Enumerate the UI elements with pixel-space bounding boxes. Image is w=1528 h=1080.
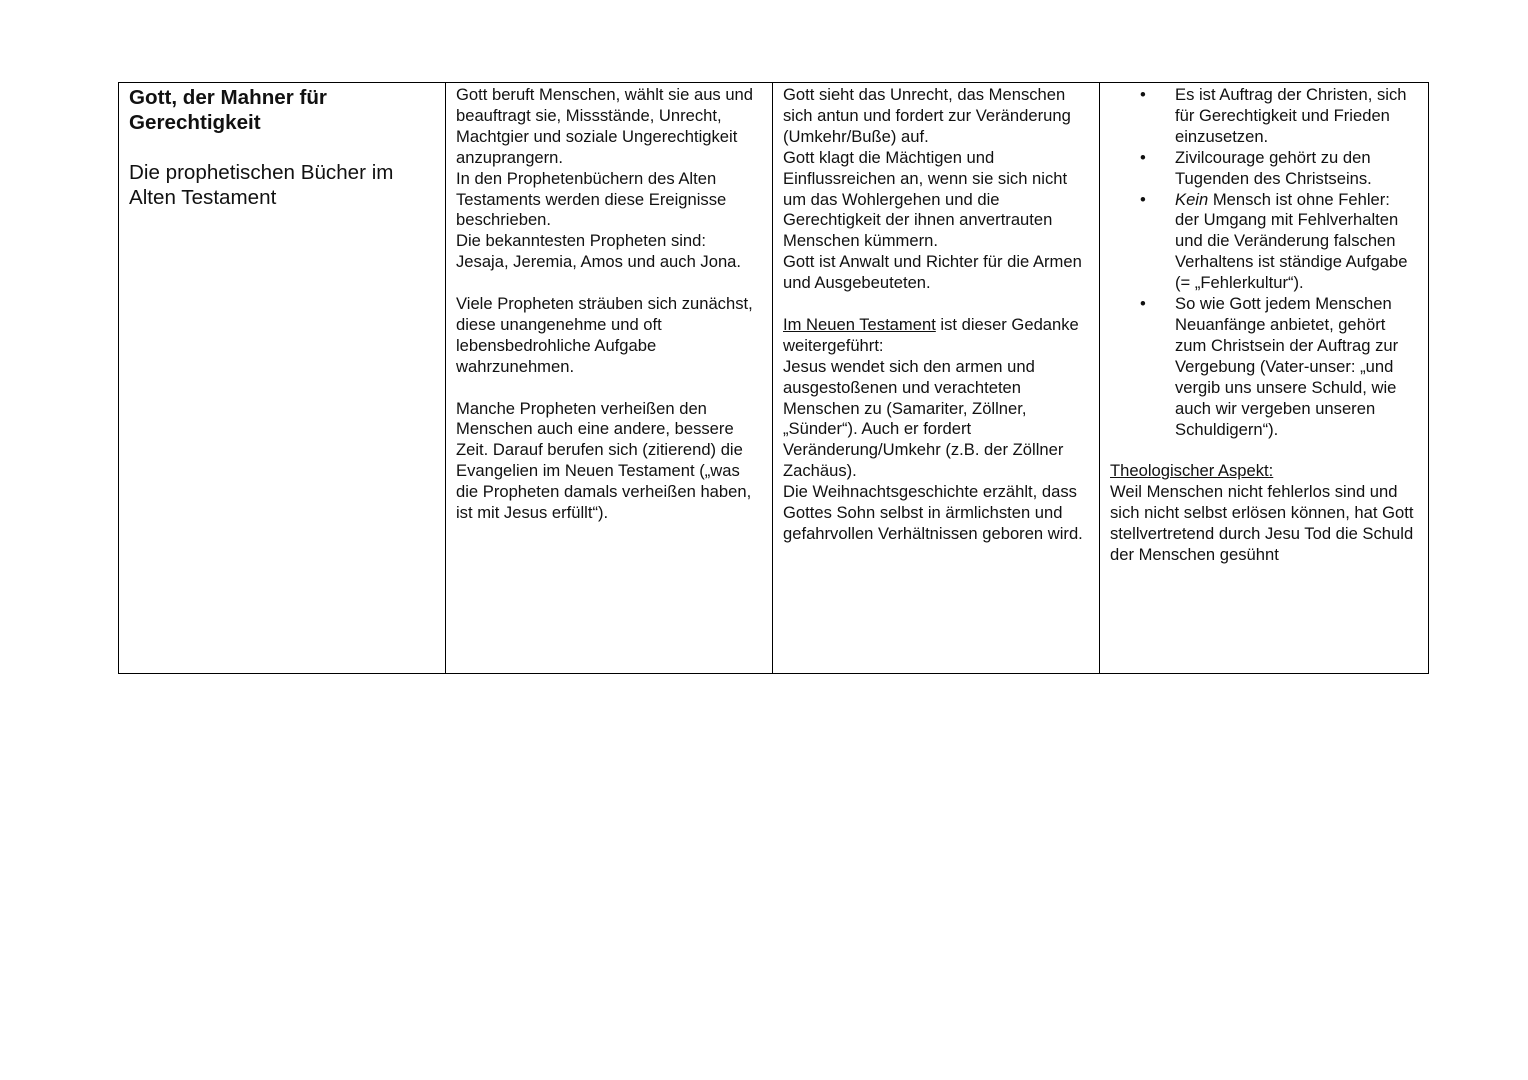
- content-cell-christians: [1100, 83, 1429, 674]
- content-table: [118, 82, 1429, 674]
- bullet-text: So wie Gott jedem Menschen Neuanfänge anbietet, gehört zum Christsein der Auftrag zur Vergebung (Vater-unser: „und vergib uns unsere Schuld, wie auch wir vergeben unseren Schuldigern“).: [1175, 294, 1399, 439]
- list-item: [1110, 148, 1418, 190]
- paragraph: Gott sieht das Unrecht, das Menschen sich antun und fordert zur Veränderung (Umkehr/Buße) auf.: [783, 85, 1071, 146]
- bullet-text: [1175, 190, 1407, 293]
- bullet-icon: •: [1140, 147, 1146, 167]
- content-cell-god: [773, 83, 1100, 674]
- paragraph: Manche Propheten verheißen den Menschen auch eine andere, bessere Zeit. Darauf berufen sich (zitierend) die Evangelien im Neuen Testament („was die Propheten damals verheißen haben, ist mit Jesus erfüllt“).: [456, 398, 752, 523]
- topic-subtitle: Die prophetischen Bücher im Alten Testament: [129, 161, 394, 209]
- table-row: [119, 83, 1429, 674]
- paragraph: Viele Propheten sträuben sich zunächst, diese unangenehme und oft lebensbedrohliche Aufgabe wahrzunehmen.: [456, 294, 753, 376]
- list-item: [1110, 294, 1418, 440]
- paragraph: Jesus wendet sich den armen und ausgestoßenen und verachteten Menschen zu (Samariter, Zöllner, „Sünder“). Auch er fordert Veränderung/Umkehr (z.B. der Zöllner Zachäus).: [783, 356, 1064, 481]
- nt-rest: ist dieser Gedanke weitergeführt:: [783, 314, 1079, 355]
- spacer: [783, 294, 1089, 315]
- topic-title: Gott, der Mahner für Gerechtigkeit: [129, 86, 327, 134]
- spacer: [1110, 440, 1418, 461]
- emphasis-kein: Kein: [1175, 189, 1209, 209]
- nt-label: Im Neuen Testament: [783, 314, 936, 334]
- content-cell-prophets: [446, 83, 773, 674]
- bullet-icon: •: [1140, 85, 1146, 104]
- bullet-icon: •: [1140, 189, 1146, 209]
- paragraph: Gott ist Anwalt und Richter für die Armen und Ausgebeuteten.: [783, 252, 1082, 293]
- topic-cell: [119, 83, 446, 674]
- spacer: [456, 273, 762, 294]
- paragraph: Gott klagt die Mächtigen und Einflussreichen an, wenn sie sich nicht um das Wohlergehen und die Gerechtigkeit der ihnen anvertrauten Menschen kümmern.: [783, 147, 1068, 251]
- list-item: [1110, 85, 1418, 148]
- paragraph: Gott beruft Menschen, wählt sie aus und beauftragt sie, Missstände, Unrecht, Machtgier und soziale Ungerechtigkeit anzuprangern.: [456, 85, 754, 167]
- paragraph: In den Prophetenbüchern des Alten Testaments werden diese Ereignisse beschrieben.: [456, 168, 727, 230]
- bullet-icon: •: [1140, 294, 1146, 314]
- bullet-list: [1110, 85, 1418, 440]
- bullet-text: Es ist Auftrag der Christen, sich für Gerechtigkeit und Frieden einzusetzen.: [1175, 85, 1407, 146]
- paragraph: Die bekanntesten Propheten sind: Jesaja, Jeremia, Amos und auch Jona.: [456, 231, 742, 272]
- paragraph: Die Weihnachtsgeschichte erzählt, dass Gottes Sohn selbst in ärmlichsten und gefahrvollen Verhältnissen geboren wird.: [783, 482, 1083, 544]
- bullet-text: Zivilcourage gehört zu den Tugenden des Christseins.: [1175, 147, 1372, 188]
- spacer: [456, 378, 762, 399]
- paragraph-nt: [783, 315, 1089, 357]
- list-item: [1110, 190, 1418, 295]
- aspect-label: Theologischer Aspekt:: [1110, 461, 1274, 481]
- aspect-text: Weil Menschen nicht fehlerlos sind und sich nicht selbst erlösen können, hat Gott stellvertretend durch Jesu Tod die Schuld der Menschen gesühnt: [1110, 482, 1414, 564]
- bullet-text-rest: Mensch ist ohne Fehler: der Umgang mit Fehlverhalten und die Veränderung falschen Verhaltens ist ständige Aufgabe (= „Fehlerkultur“).: [1175, 189, 1408, 293]
